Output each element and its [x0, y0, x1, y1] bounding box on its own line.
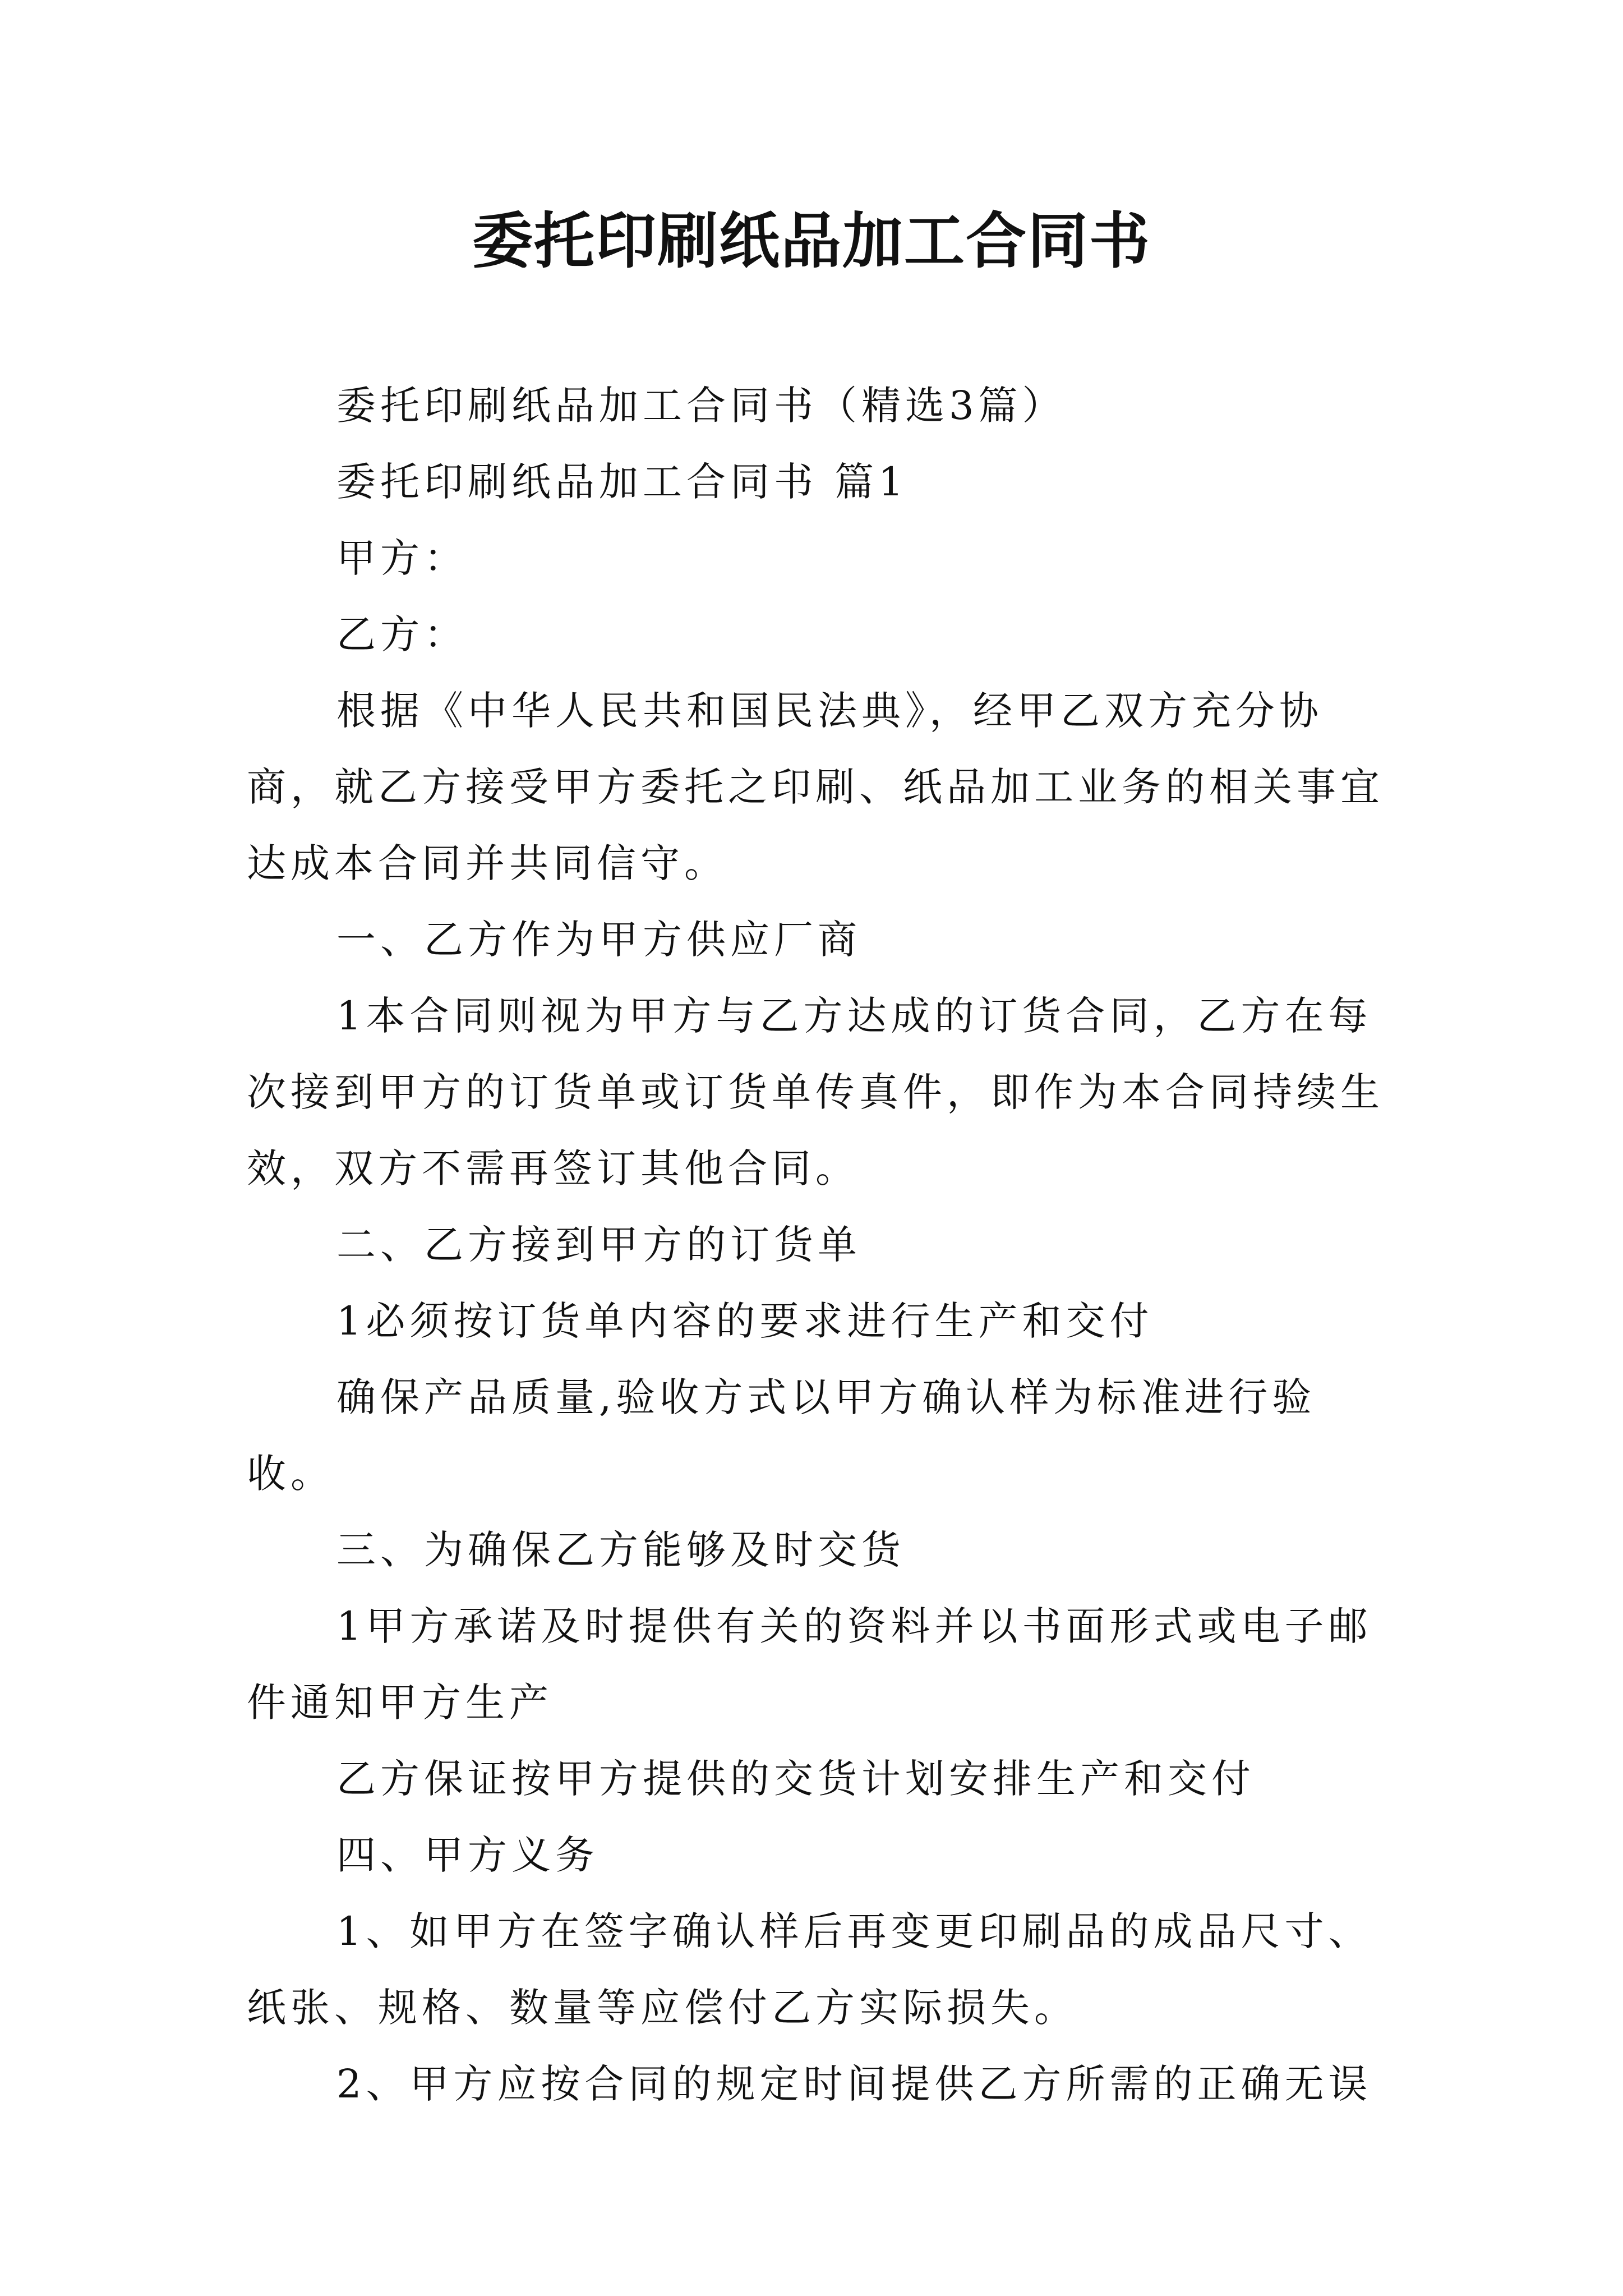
- paragraph-section-heading: 委托印刷纸品加工合同书 篇1: [336, 459, 908, 505]
- paragraph-preamble: 根据《中华人民共和国民法典》，经甲乙双方充分协商，就乙方接受甲方委托之印刷、纸品加工业务的相关事宜达成本合同并共同信守。: [247, 688, 1384, 886]
- clause-text: 乙方保证按甲方提供的交货计划安排生产和交付: [336, 1756, 1255, 1802]
- clause-text: 1本合同则视为甲方与乙方达成的订货合同，乙方在每次接到甲方的订货单或订货单传真件，即作为本合同持续生效，双方不需再签订其他合同。: [247, 993, 1384, 1191]
- clause-text: 1必须按订货单内容的要求进行生产和交付: [336, 1298, 1154, 1344]
- document-body: [247, 367, 1396, 2122]
- party-a-label: 甲方：: [336, 535, 468, 581]
- clause-heading-1: 一、乙方作为甲方供应厂商: [336, 917, 861, 963]
- clause-heading-4: 四、甲方义务: [336, 1832, 599, 1878]
- party-b-label: 乙方：: [336, 611, 468, 657]
- clause-heading-3: 三、为确保乙方能够及时交货: [336, 1527, 905, 1573]
- clause-text: 1、如甲方在签字确认样后再变更印刷品的成品尺寸、纸张、规格、数量等应偿付乙方实际损失。: [247, 1908, 1372, 2031]
- clause-text: 2、甲方应按合同的规定时间提供乙方所需的正确无误: [336, 2061, 1372, 2107]
- clause-heading-2: 二、乙方接到甲方的订货单: [336, 1222, 861, 1268]
- paragraph-subtitle: 委托印刷纸品加工合同书（精选3篇）: [336, 383, 1066, 429]
- document-title: 委托印刷纸品加工合同书: [472, 206, 1151, 277]
- clause-text: 确保产品质量,验收方式以甲方确认样为标准进行验收。: [247, 1374, 1316, 1497]
- clause-text: 1甲方承诺及时提供有关的资料并以书面形式或电子邮件通知甲方生产: [247, 1603, 1372, 1726]
